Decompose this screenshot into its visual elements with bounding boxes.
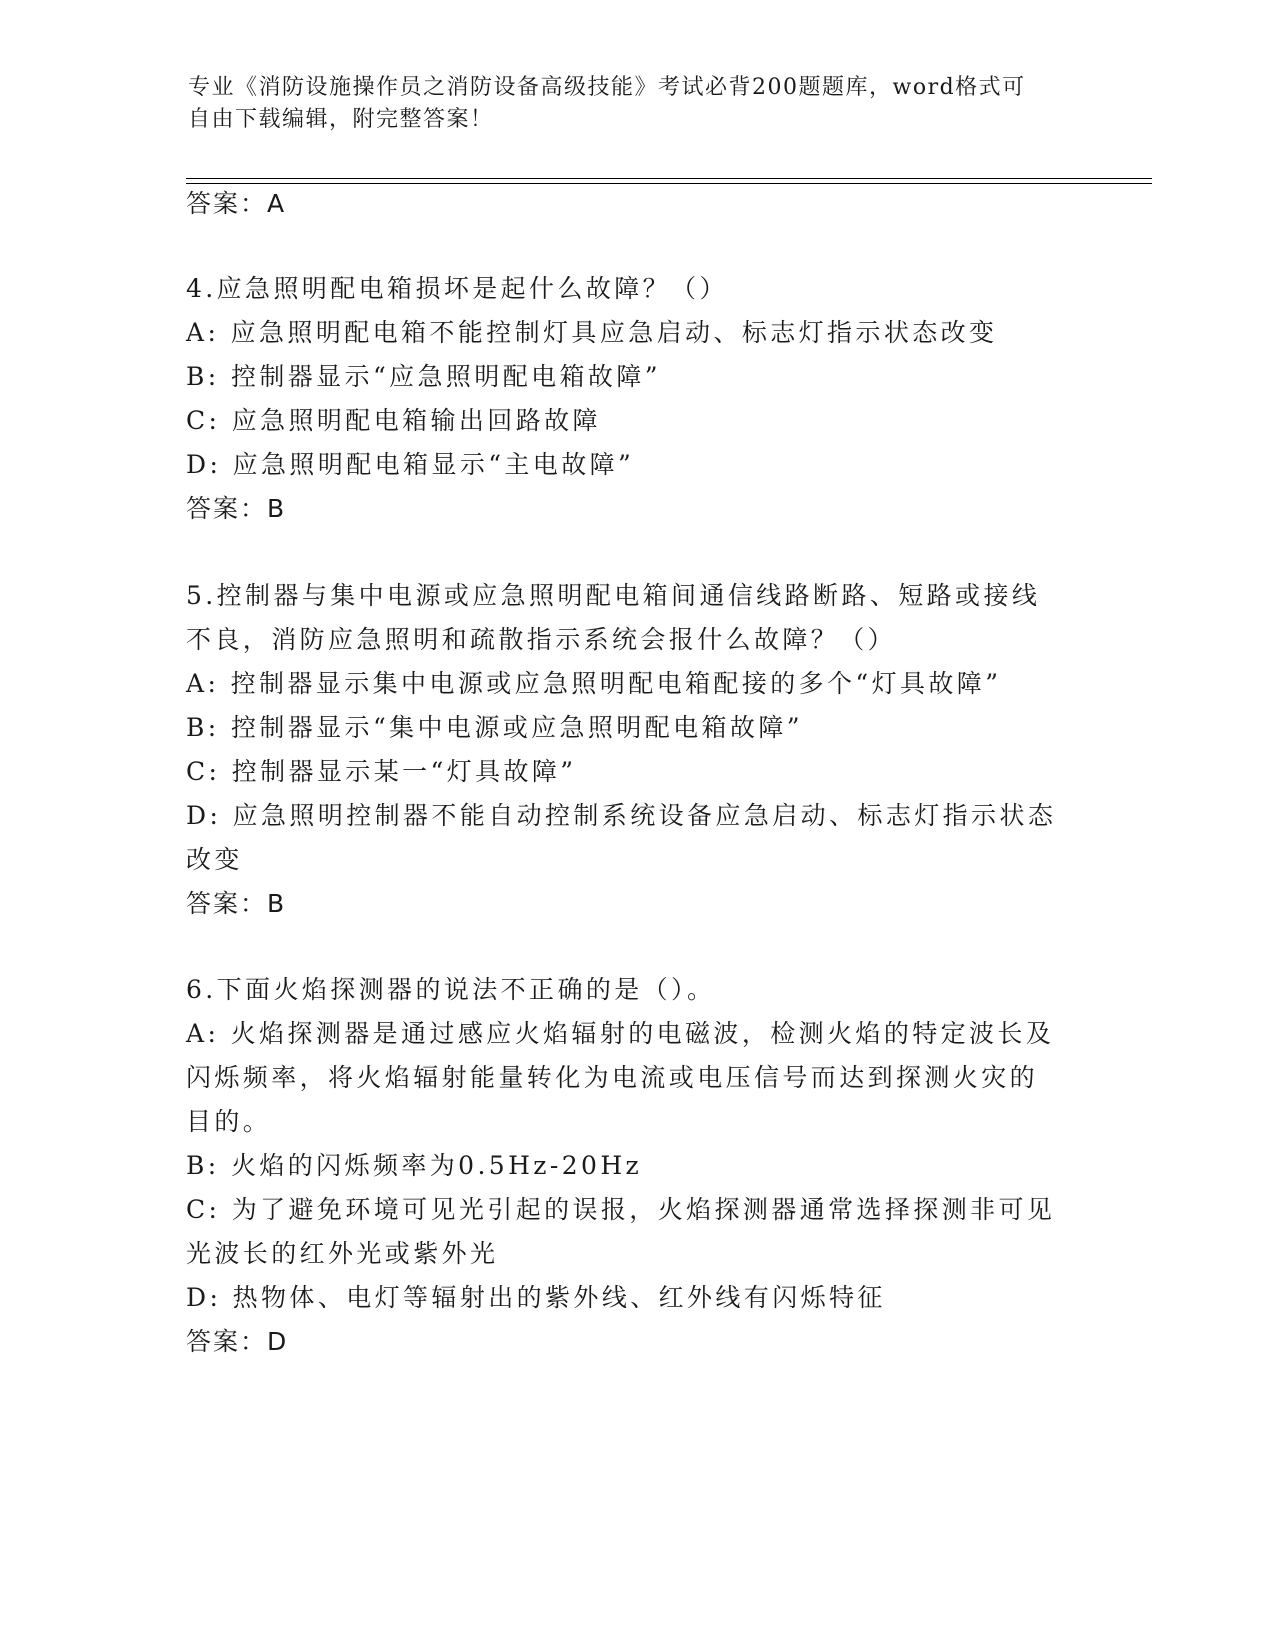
q6-option-a-line-2: 闪烁频率，将火焰辐射能量转化为电流或电压信号而达到探测火灾的 (186, 1063, 1039, 1092)
q4-option-a: A: 应急照明配电箱不能控制灯具应急启动、标志灯指示状态改变 (186, 318, 998, 347)
q5-option-a: A: 控制器显示集中电源或应急照明配电箱配接的多个“灯具故障” (186, 669, 1002, 698)
q6-option-a-line-3: 目的。 (186, 1107, 272, 1136)
q5-option-c: C: 控制器显示某一“灯具故障” (186, 757, 577, 786)
q5-question-line-2: 不良，消防应急照明和疏散指示系统会报什么故障？（） (186, 625, 897, 654)
q4-question: 4.应急照明配电箱损坏是起什么故障？（） (186, 274, 728, 303)
previous-answer: 答案：A (186, 189, 287, 218)
header-line-2: 自由下载编辑，附完整答案！ (188, 107, 494, 132)
q6-option-a-line-1: A: 火焰探测器是通过感应火焰辐射的电磁波，检测火焰的特定波长及 (186, 1019, 1055, 1048)
header-line-1: 专业《消防设施操作员之消防设备高级技能》考试必背200题题库，word格式可 (188, 75, 1026, 100)
q4-option-b: B: 控制器显示“应急照明配电箱故障” (186, 362, 661, 391)
q5-option-d-line-1: D: 应急照明控制器不能自动控制系统设备应急启动、标志灯指示状态 (186, 801, 1057, 830)
q4-option-d: D: 应急照明配电箱显示“主电故障” (186, 450, 635, 479)
header-divider-bottom (186, 183, 1152, 184)
q4-answer: 答案：B (186, 494, 287, 523)
q6-option-c-line-1: C: 为了避免环境可见光引起的误报，火焰探测器通常选择探测非可见 (186, 1195, 1056, 1224)
q6-answer: 答案：D (186, 1327, 289, 1356)
q6-option-b: B: 火焰的闪烁频率为0.5Hz-20Hz (186, 1151, 643, 1180)
q5-option-b: B: 控制器显示“集中电源或应急照明配电箱故障” (186, 713, 803, 742)
q5-answer: 答案：B (186, 889, 287, 918)
q6-question: 6.下面火焰探测器的说法不正确的是（）。 (186, 975, 716, 1004)
q4-option-c: C: 应急照明配电箱输出回路故障 (186, 406, 601, 435)
document-header (188, 72, 1068, 136)
q5-option-d-line-2: 改变 (186, 845, 243, 874)
q5-question-line-1: 5.控制器与集中电源或应急照明配电箱间通信线路断路、短路或接线 (186, 581, 1041, 610)
q6-option-d: D: 热物体、电灯等辐射出的紫外线、红外线有闪烁特征 (186, 1283, 886, 1312)
header-divider-top (186, 178, 1152, 179)
q6-option-c-line-2: 光波长的红外光或紫外光 (186, 1239, 499, 1268)
